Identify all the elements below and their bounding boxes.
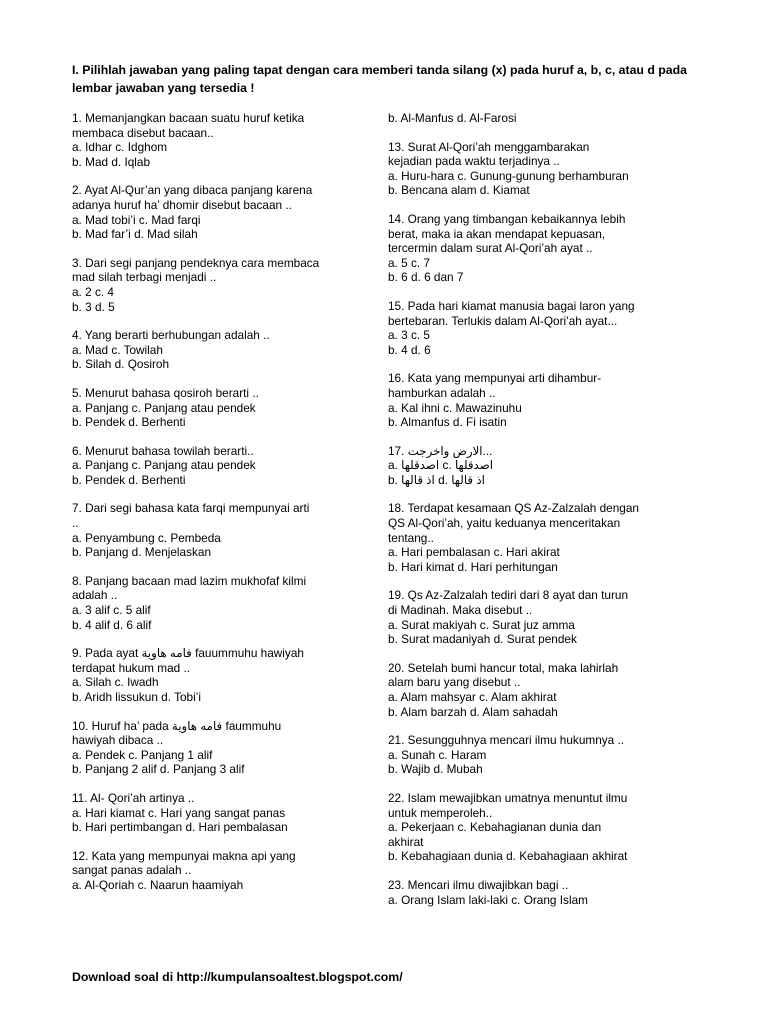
question-line: b. Hari pertimbangan d. Hari pembalasan <box>72 820 288 835</box>
question-line: b. Pendek d. Berhenti <box>72 415 186 430</box>
question-line: a. Al-Qoriah c. Naarun haamiyah <box>72 877 244 892</box>
question-line: b. Silah d. Qosiroh <box>72 357 170 372</box>
instruction-heading: I. Pilihlah jawaban yang paling tapat dengan cara memberi tanda silang (x) pada huruf a, b, c, atau d pada lembar jawaban yang tersedia ! <box>72 63 687 95</box>
question-line: membaca disebut bacaan.. <box>72 125 214 140</box>
question-block <box>72 719 372 777</box>
question-line: a. Idhar c. Idghom <box>72 140 168 155</box>
question-line: b. Mad d. Iqlab <box>72 154 151 169</box>
question-block <box>72 574 372 632</box>
question-line: .. <box>72 516 79 531</box>
question-line: b. اذ قالها d. اذ قالها <box>388 472 485 487</box>
question-line: a. Mad tobi’i c. Mad farqi <box>72 212 201 227</box>
question-line: a. Orang Islam laki-laki c. Orang Islam <box>388 892 588 907</box>
question-line: b. Almanfus d. Fi isatin <box>388 415 507 430</box>
question-line: b. Pendek d. Berhenti <box>72 472 186 487</box>
question-text: 2. Ayat Al-Qur’an yang dibaca panjang karena <box>72 183 313 198</box>
question-line: tercermin dalam surat Al-Qori’ah ayat .. <box>388 241 593 256</box>
question-block <box>72 791 372 835</box>
question-line: a. Sunah c. Haram <box>388 747 487 762</box>
question-line: a. Hari pembalasan c. Hari akirat <box>388 545 560 560</box>
question-text: 19. Qs Az-Zalzalah tediri dari 8 ayat dan turun <box>388 588 628 603</box>
question-block <box>72 386 372 430</box>
question-line: a. اصدقلها c. اصدقلها <box>388 458 494 473</box>
question-line: b. Mad far’i d. Mad silah <box>72 227 198 242</box>
question-block <box>72 849 372 893</box>
question-line: b. Wajib d. Mubah <box>388 762 483 777</box>
question-text: 22. Islam mewajibkan umatnya menuntut ilmu <box>388 790 628 805</box>
question-block <box>388 140 688 198</box>
question-text: 11. Al- Qori’ah artinya .. <box>72 790 195 805</box>
question-line: berat, maka ia akan mendapat kepuasan, <box>388 226 606 241</box>
question-line: b. Panjang d. Menjelaskan <box>72 545 212 560</box>
question-line: hawiyah dibaca .. <box>72 733 164 748</box>
question-text: 8. Panjang bacaan mad lazim mukhofaf kilmi <box>72 573 307 588</box>
question-line: b. 6 d. 6 dan 7 <box>388 270 464 285</box>
question-text: 6. Menurut bahasa towilah berarti.. <box>72 443 254 458</box>
question-text: 5. Menurut bahasa qosiroh berarti .. <box>72 385 259 400</box>
question-text: 4. Yang berarti berhubungan adalah .. <box>72 328 270 343</box>
question-text: 7. Dari segi bahasa kata farqi mempunyai arti <box>72 501 310 516</box>
question-block <box>388 299 688 357</box>
question-line: b. Hari kimat d. Hari perhitungan <box>388 559 558 574</box>
question-line: b. 4 d. 6 <box>388 342 431 357</box>
question-line: di Madinah. Maka disebut .. <box>388 603 533 618</box>
question-text: b. Al-Manfus d. Al-Farosi <box>388 111 517 125</box>
question-line: akhirat <box>388 834 424 849</box>
question-text: 3. Dari segi panjang pendeknya cara membaca <box>72 255 320 270</box>
question-block <box>388 661 688 719</box>
question-line: a. Alam mahsyar c. Alam akhirat <box>388 690 557 704</box>
question-block <box>72 501 372 559</box>
question-line: a. Surat makiyah c. Surat juz amma <box>388 617 575 632</box>
question-text: 12. Kata yang mempunyai makna api yang <box>72 848 296 863</box>
question-line: a. 2 c. 4 <box>72 284 114 299</box>
question-line: a. Panjang c. Panjang atau pendek <box>72 458 256 473</box>
question-line: b. Kebahagiaan dunia d. Kebahagiaan akhirat <box>388 849 628 864</box>
question-line: QS Al-Qori’ah, yaitu keduanya menceritakan <box>388 516 621 531</box>
question-line: terdapat hukum mad .. <box>72 660 191 675</box>
question-line: a. Kal ihni c. Mawazinuhu <box>388 400 522 415</box>
question-line: b. Bencana alam d. Kiamat <box>388 183 530 198</box>
question-line: b. Alam barzah d. Alam sahadah <box>388 704 558 719</box>
question-line: a. Silah c. Iwadh <box>72 675 159 690</box>
question-block <box>388 444 688 488</box>
question-line: sangat panas adalah .. <box>72 863 192 878</box>
question-text: 16. Kata yang mempunyai arti dihambur- <box>388 371 602 386</box>
question-text: 9. Pada ayat فامه هاوية fauummuhu hawiyah <box>72 646 304 661</box>
question-text: 15. Pada hari kiamat manusia bagai laron yang <box>388 298 635 313</box>
question-line: alam baru yang disebut .. <box>388 675 521 690</box>
question-block <box>388 733 688 777</box>
right-column <box>388 111 688 907</box>
question-line: adalah .. <box>72 588 118 603</box>
question-line: a. Huru-hara c. Gunung-gunung berhamburan <box>388 168 629 183</box>
question-line: a. Penyambung c. Pembeda <box>72 530 221 545</box>
question-line: bertebaran. Terlukis dalam Al-Qori’ah ayat... <box>388 313 618 328</box>
question-block <box>388 212 688 285</box>
question-block <box>72 256 372 314</box>
question-block <box>72 646 372 704</box>
question-line: adanya huruf ha’ dhomir disebut bacaan .. <box>72 197 292 212</box>
question-text: 13. Surat Al-Qori’ah menggambarakan <box>388 139 590 154</box>
question-block <box>388 501 688 574</box>
question-block <box>72 183 372 241</box>
question-line: mad silah terbagi menjadi .. <box>72 270 217 285</box>
question-block <box>72 328 372 372</box>
footer-download-link[interactable]: Download soal di http://kumpulansoaltest.blogspot.com/ <box>72 970 403 984</box>
question-line: b. Surat madaniyah d. Surat pendek <box>388 632 577 647</box>
question-line: a. Mad c. Towilah <box>72 342 163 357</box>
question-line: untuk memperoleh.. <box>388 805 493 820</box>
question-text: 21. Sesungguhnya mencari ilmu hukumnya .. <box>388 733 625 748</box>
question-text: 23. Mencari ilmu diwajibkan bagi .. <box>388 877 569 892</box>
question-block <box>388 371 688 429</box>
question-line: a. Pendek c. Panjang 1 alif <box>72 747 213 762</box>
question-block <box>72 444 372 488</box>
question-line: a. 5 c. 7 <box>388 255 430 270</box>
question-line: a. Hari kiamat c. Hari yang sangat panas <box>72 805 286 820</box>
question-block <box>388 791 688 864</box>
question-line: a. 3 alif c. 5 alif <box>72 603 151 618</box>
question-block <box>72 111 372 169</box>
question-line: b. 3 d. 5 <box>72 299 115 314</box>
question-block <box>388 878 688 907</box>
left-column <box>72 111 372 893</box>
question-line: b. Aridh lissukun d. Tobi’i <box>72 690 201 704</box>
question-line: a. Pekerjaan c. Kebahagianan dunia dan <box>388 820 602 835</box>
question-text: 14. Orang yang timbangan kebaikannya lebih <box>388 211 626 226</box>
question-line: hamburkan adalah .. <box>388 385 496 400</box>
question-text: 10. Huruf ha’ pada فامه هاوية faummuhu <box>72 718 282 733</box>
question-block <box>388 588 688 646</box>
question-text: 1. Memanjangkan bacaan suatu huruf ketika <box>72 111 305 125</box>
question-line: kejadian pada waktu terjadinya .. <box>388 154 560 169</box>
question-line: a. Panjang c. Panjang atau pendek <box>72 400 256 415</box>
question-line: a. 3 c. 5 <box>388 328 430 343</box>
question-text: 20. Setelah bumi hancur total, maka lahirlah <box>388 660 619 675</box>
question-block <box>388 111 688 126</box>
question-text: 17. الارض واخرجت... <box>388 443 493 458</box>
question-line: b. 4 alif d. 6 alif <box>72 617 152 632</box>
question-text: 18. Terdapat kesamaan QS Az-Zalzalah dengan <box>388 501 639 516</box>
question-line: tentang.. <box>388 530 434 545</box>
question-line: b. Panjang 2 alif d. Panjang 3 alif <box>72 762 245 777</box>
